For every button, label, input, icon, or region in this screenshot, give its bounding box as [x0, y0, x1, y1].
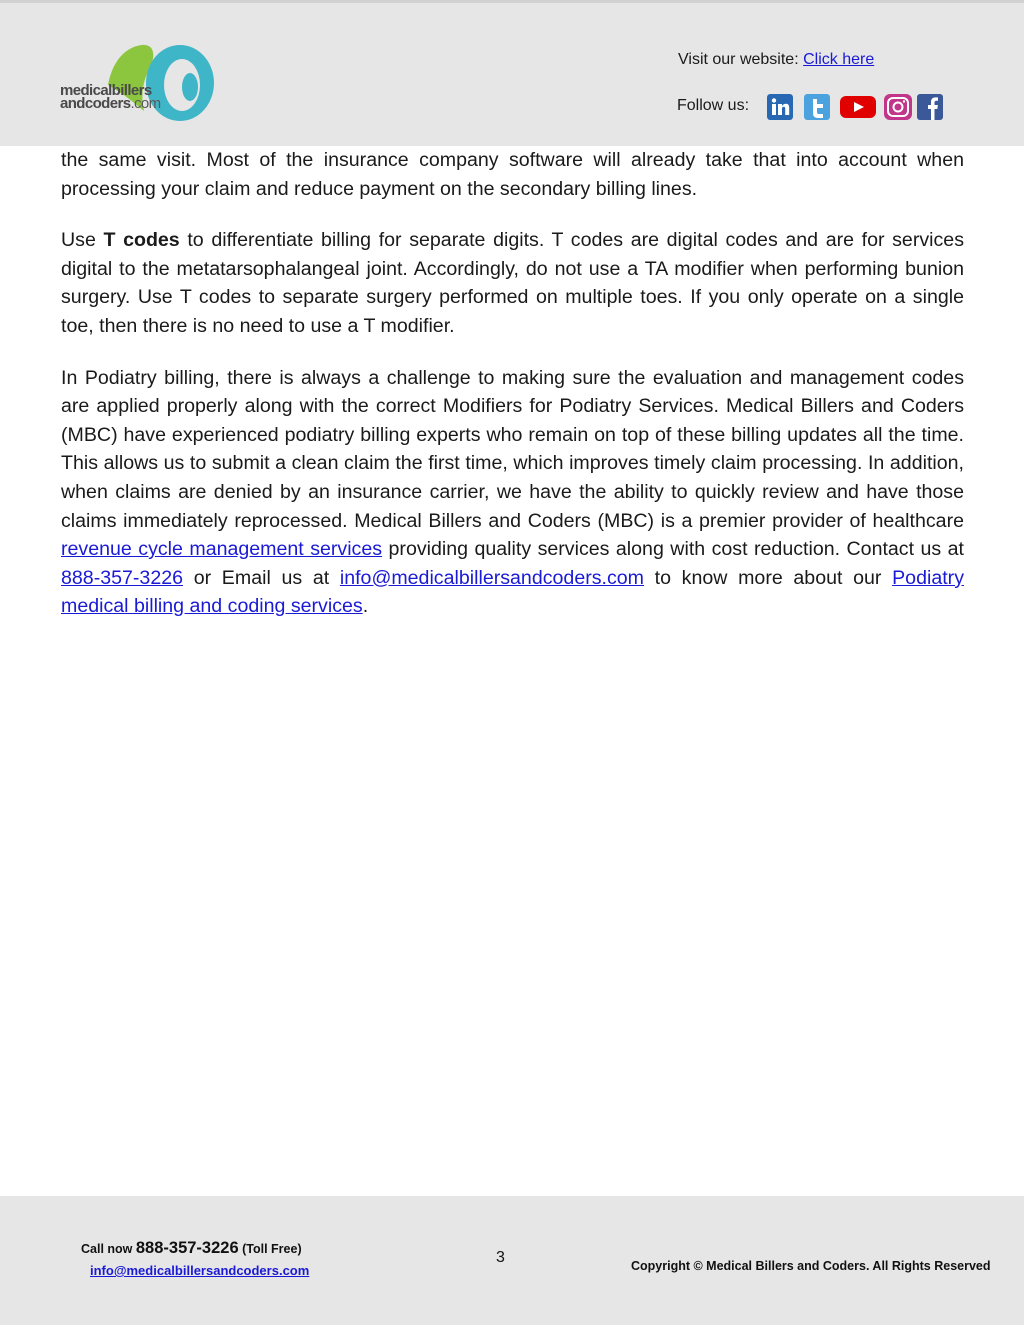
p2-start: Use: [61, 229, 104, 252]
facebook-icon[interactable]: [917, 94, 943, 120]
page-header: [0, 0, 1024, 146]
p3-mid-1: providing quality services along with cost reduction. Contact us at: [382, 538, 964, 561]
p3-start: In Podiatry billing, there is always a challenge to making sure the evaluation and management codes are applied properly along with the correct Modifiers for Podiatry Services. Medical Billers and Coders (MBC) have experienced podiatry billing experts who remain on top of these billing updates all the time. This allows us to submit a clean claim the first time, which improves timely claim processing. In addition, when claims are denied by an insurance carrier, we have the ability to quickly review and have those claims immediately reprocessed. Medical Billers and Coders (MBC) is a premier provider of healthcare: [61, 366, 964, 532]
p3-mid-2: or Email us at: [183, 566, 340, 589]
logo-wordmark: medicalbillers andcoders.com: [60, 82, 161, 112]
p2-rest: to differentiate billing for separate digits. T codes are digital codes and are for services digital to the metatarsophalangeal joint. Accordingly, do not use a TA modifier when performing bunion surgery. Use T codes to separate surgery performed on multiple toes. If you only operate on a single toe, then there is no need to use a T modifier.: [61, 229, 964, 337]
page-number: 3: [496, 1249, 505, 1266]
follow-us-label: Follow us:: [677, 97, 750, 114]
toll-free-label: (Toll Free): [238, 1242, 302, 1256]
phone-link[interactable]: 888-357-3226: [61, 566, 184, 589]
company-logo[interactable]: [60, 41, 220, 127]
website-link[interactable]: Click here: [803, 51, 875, 68]
footer-email-link[interactable]: info@medicalbillersandcoders.com: [90, 1263, 310, 1278]
instagram-icon[interactable]: [883, 94, 913, 120]
p3-mid-3: to know more about our: [644, 566, 893, 589]
paragraph-3: [61, 364, 964, 621]
email-link[interactable]: info@medicalbillersandcoders.com: [339, 566, 644, 589]
twitter-icon[interactable]: [804, 94, 830, 120]
linkedin-icon[interactable]: [767, 94, 793, 120]
visit-label: Visit our website:: [678, 51, 804, 68]
p3-end: .: [362, 595, 369, 618]
paragraph-2: [61, 226, 964, 340]
paragraph-1: the same visit. Most of the insurance company software will already take that into account when processing your claim and reduce payment on the secondary billing lines.: [61, 149, 964, 200]
copyright-notice: Copyright © Medical Billers and Coders. All Rights Reserved: [631, 1259, 991, 1273]
document-body: [61, 146, 964, 644]
rcm-services-link[interactable]: revenue cycle management services: [61, 538, 383, 561]
page-footer: [0, 1196, 1024, 1325]
call-now-line: [81, 1239, 302, 1258]
call-now-label: Call now: [81, 1242, 136, 1256]
visit-website-line: [678, 51, 874, 69]
footer-phone: 888-357-3226: [135, 1239, 239, 1257]
youtube-icon[interactable]: [840, 94, 876, 120]
podiatry-services-link[interactable]: Podiatry medical billing and coding services: [61, 566, 964, 618]
t-codes-term: T codes: [103, 229, 180, 252]
